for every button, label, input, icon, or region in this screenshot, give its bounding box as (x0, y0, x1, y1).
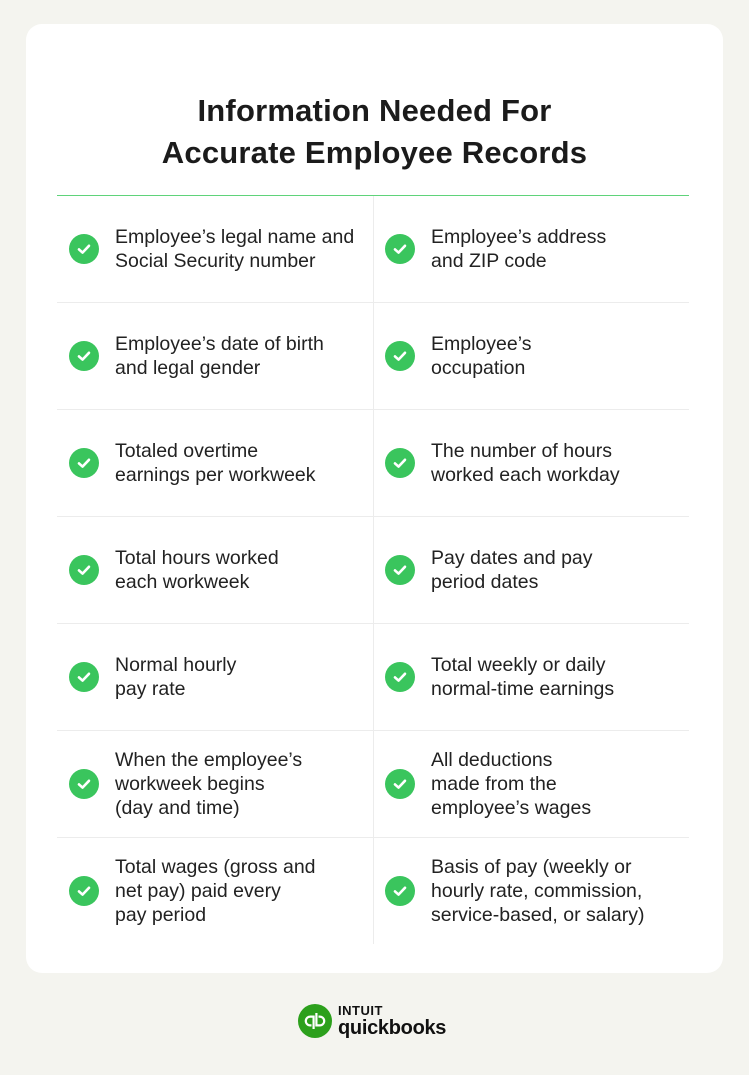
grid-row-7 (57, 838, 689, 944)
title-line-1: Information Needed For (197, 93, 552, 128)
check-circle-icon (385, 448, 415, 478)
item-text: Totaled overtime earnings per workweek (115, 440, 316, 486)
item-text: Total wages (gross and net pay) paid every pay period (115, 856, 316, 926)
page-title (26, 90, 723, 174)
list-item (374, 196, 690, 302)
logo-intuit-text: INTUIT (338, 1003, 383, 1018)
item-text: Total weekly or daily normal-time earnings (431, 654, 615, 700)
check-circle-icon (385, 769, 415, 799)
check-circle-icon (69, 876, 99, 906)
check-circle-icon (69, 662, 99, 692)
item-text: Employee’s address and ZIP code (431, 226, 607, 272)
check-circle-icon (385, 234, 415, 264)
grid-row-4 (57, 517, 689, 624)
item-text: Employee’s occupation (431, 333, 532, 379)
item-text: Pay dates and pay period dates (431, 547, 593, 593)
list-item (57, 303, 373, 409)
title-line-2: Accurate Employee Records (161, 135, 588, 170)
list-item (374, 838, 690, 944)
item-text: Basis of pay (weekly or hourly rate, commission, service-based, or salary) (431, 856, 645, 926)
list-item (374, 731, 690, 837)
grid-row-6 (57, 731, 689, 838)
item-text: Normal hourly pay rate (115, 654, 237, 700)
item-text: Total hours worked each workweek (115, 547, 279, 593)
info-card (26, 24, 723, 973)
check-circle-icon (69, 341, 99, 371)
quickbooks-logo-icon (298, 1004, 332, 1038)
item-text: All deductions made from the employee’s wages (431, 749, 592, 819)
check-circle-icon (385, 662, 415, 692)
list-item (57, 410, 373, 516)
check-circle-icon (385, 555, 415, 585)
item-text: Employee’s date of birth and legal gender (115, 333, 324, 379)
check-circle-icon (69, 448, 99, 478)
item-text: Employee’s legal name and Social Security number (115, 226, 355, 272)
list-item (57, 196, 373, 302)
list-item (374, 303, 690, 409)
list-item (57, 731, 373, 837)
list-item (57, 624, 373, 730)
list-item (57, 517, 373, 623)
logo-quickbooks-text: quickbooks (338, 1017, 447, 1039)
item-text: When the employee’s workweek begins (day and time) (115, 749, 303, 819)
check-circle-icon (69, 769, 99, 799)
grid-row-1 (57, 196, 689, 303)
item-text: The number of hours worked each workday (431, 440, 620, 486)
intuit-quickbooks-logo (298, 1004, 446, 1038)
grid-row-5 (57, 624, 689, 731)
records-grid (57, 196, 689, 944)
list-item (57, 838, 373, 944)
grid-row-3 (57, 410, 689, 517)
check-circle-icon (69, 555, 99, 585)
grid-row-2 (57, 303, 689, 410)
list-item (374, 624, 690, 730)
check-circle-icon (385, 341, 415, 371)
check-circle-icon (69, 234, 99, 264)
logo-wordmark (338, 1004, 446, 1038)
list-item (374, 410, 690, 516)
list-item (374, 517, 690, 623)
check-circle-icon (385, 876, 415, 906)
